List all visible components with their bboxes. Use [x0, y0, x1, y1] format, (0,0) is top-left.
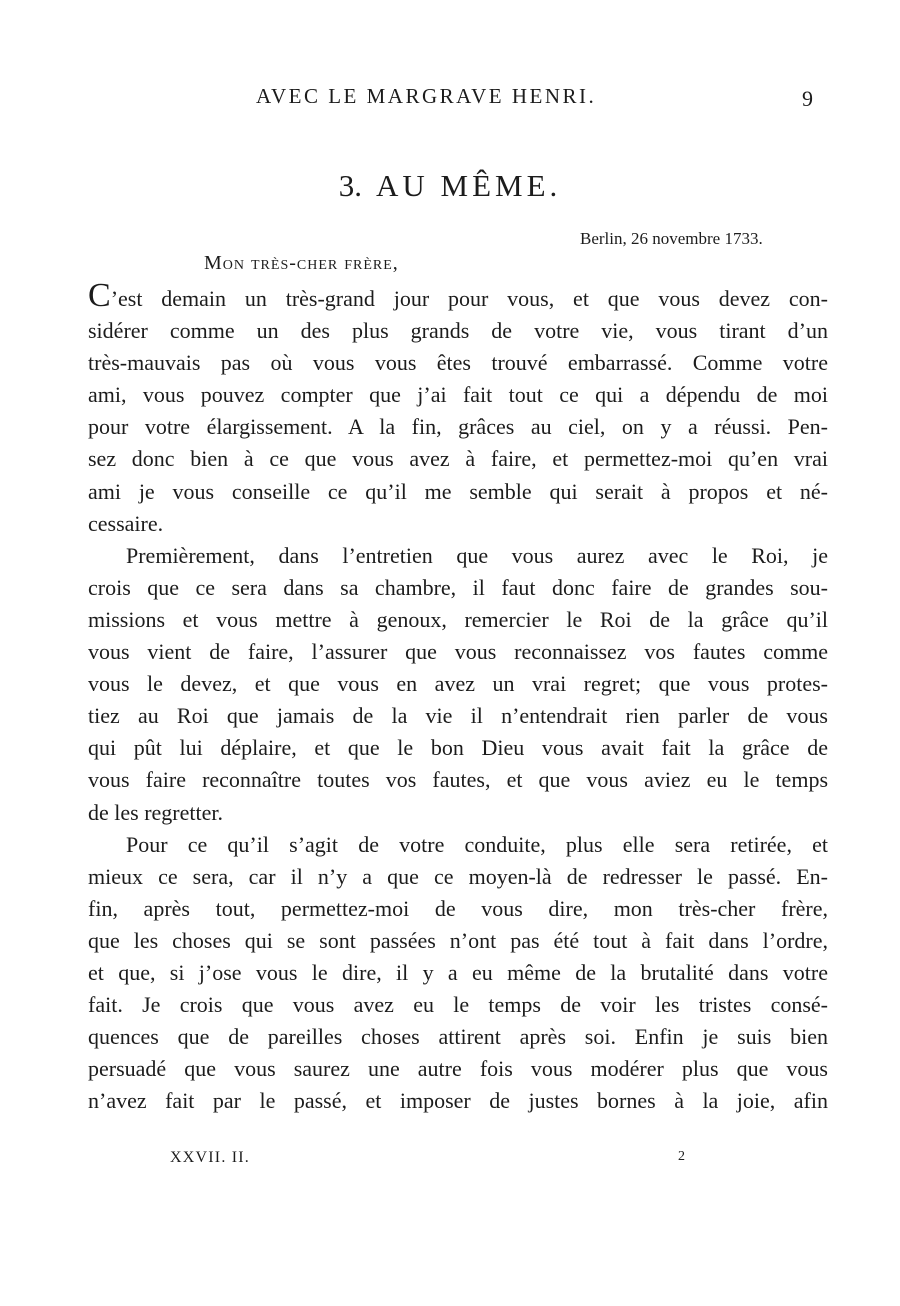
paragraph-3	[88, 829, 828, 1118]
salutation: Mon très-cher frère,	[204, 252, 399, 274]
text-line: qui pût lui déplaire, et que le bon Dieu vous avait fait la grâce de	[88, 735, 828, 761]
text-line: cessaire.	[88, 510, 164, 536]
text-line: fin, après tout, permettez-moi de vous dire, mon très-cher frère,	[88, 895, 828, 921]
text-line: vous faire reconnaître toutes vos fautes, et que vous aviez eu le temps	[88, 767, 828, 793]
text-line: que les choses qui se sont passées n’ont pas été tout à fait dans l’ordre,	[88, 927, 828, 953]
text-line: Premièrement, dans l’entretien que vous aurez avec le Roi, je	[126, 542, 828, 568]
text-line: ami, vous pouvez compter que j’ai fait tout ce qui a dépendu de moi	[88, 382, 828, 408]
text-line: fait. Je crois que vous avez eu le temps de voir les tristes consé-	[88, 992, 828, 1018]
sheet-number: 2	[678, 1149, 685, 1164]
text-line: tiez au Roi que jamais de la vie il n’entendrait rien parler de vous	[88, 703, 828, 729]
drop-cap: C	[88, 277, 111, 314]
text-line: mieux ce sera, car il n’y a que ce moyen-là de redresser le passé. En-	[88, 863, 828, 889]
text-line: pour votre élargissement. A la fin, grâces au ciel, on y a réussi. Pen-	[88, 414, 828, 440]
text-line: sez donc bien à ce que vous avez à faire, et permettez-moi qu’en vrai	[88, 446, 828, 472]
text-line: de les regretter.	[88, 799, 223, 825]
running-head	[0, 84, 900, 114]
text-line: Pour ce qu’il s’agit de votre conduite, plus elle sera retirée, et	[126, 831, 828, 857]
letter-body	[88, 277, 828, 1117]
text-line: vous le devez, et que vous en avez un vrai regret; que vous protes-	[88, 671, 828, 697]
running-title: AVEC LE MARGRAVE HENRI.	[256, 84, 597, 108]
text-line: très-mauvais pas où vous vous êtes trouvé embarrassé. Comme votre	[88, 350, 828, 376]
text-line: ami je vous conseille ce qu’il me semble qui serait à propos et né-	[88, 478, 828, 504]
paragraph-2	[88, 540, 828, 829]
letter-number: 3.	[338, 168, 362, 203]
text-line: sidérer comme un des plus grands de votre vie, vous tirant d’un	[88, 318, 828, 344]
signature-mark: XXVII. II.	[170, 1149, 250, 1166]
page-number: 9	[802, 86, 813, 111]
letter-title: AU MÊME.	[375, 168, 562, 203]
text-line: crois que ce sera dans sa chambre, il faut donc faire de grandes sou-	[88, 574, 828, 600]
text-line: vous vient de faire, l’assurer que vous reconnaissez vos fautes comme	[88, 639, 828, 665]
text-line: C’est demain un très-grand jour pour vous, et que vous devez con-	[88, 277, 828, 314]
letter-heading	[0, 168, 900, 204]
dateline: Berlin, 26 novembre 1733.	[580, 229, 763, 248]
text-line: missions et vous mettre à genoux, remercier le Roi de la grâce qu’il	[88, 606, 828, 632]
text-line: et que, si j’ose vous le dire, il y a eu même de la brutalité dans votre	[88, 959, 828, 985]
text-line: persuadé que vous saurez une autre fois vous modérer plus que vous	[88, 1056, 828, 1082]
text-line: quences que de pareilles choses attirent après soi. Enfin je suis bien	[88, 1024, 828, 1050]
text-line: n’avez fait par le passé, et imposer de justes bornes à la joie, afin	[88, 1088, 828, 1114]
paragraph-1	[88, 277, 828, 540]
